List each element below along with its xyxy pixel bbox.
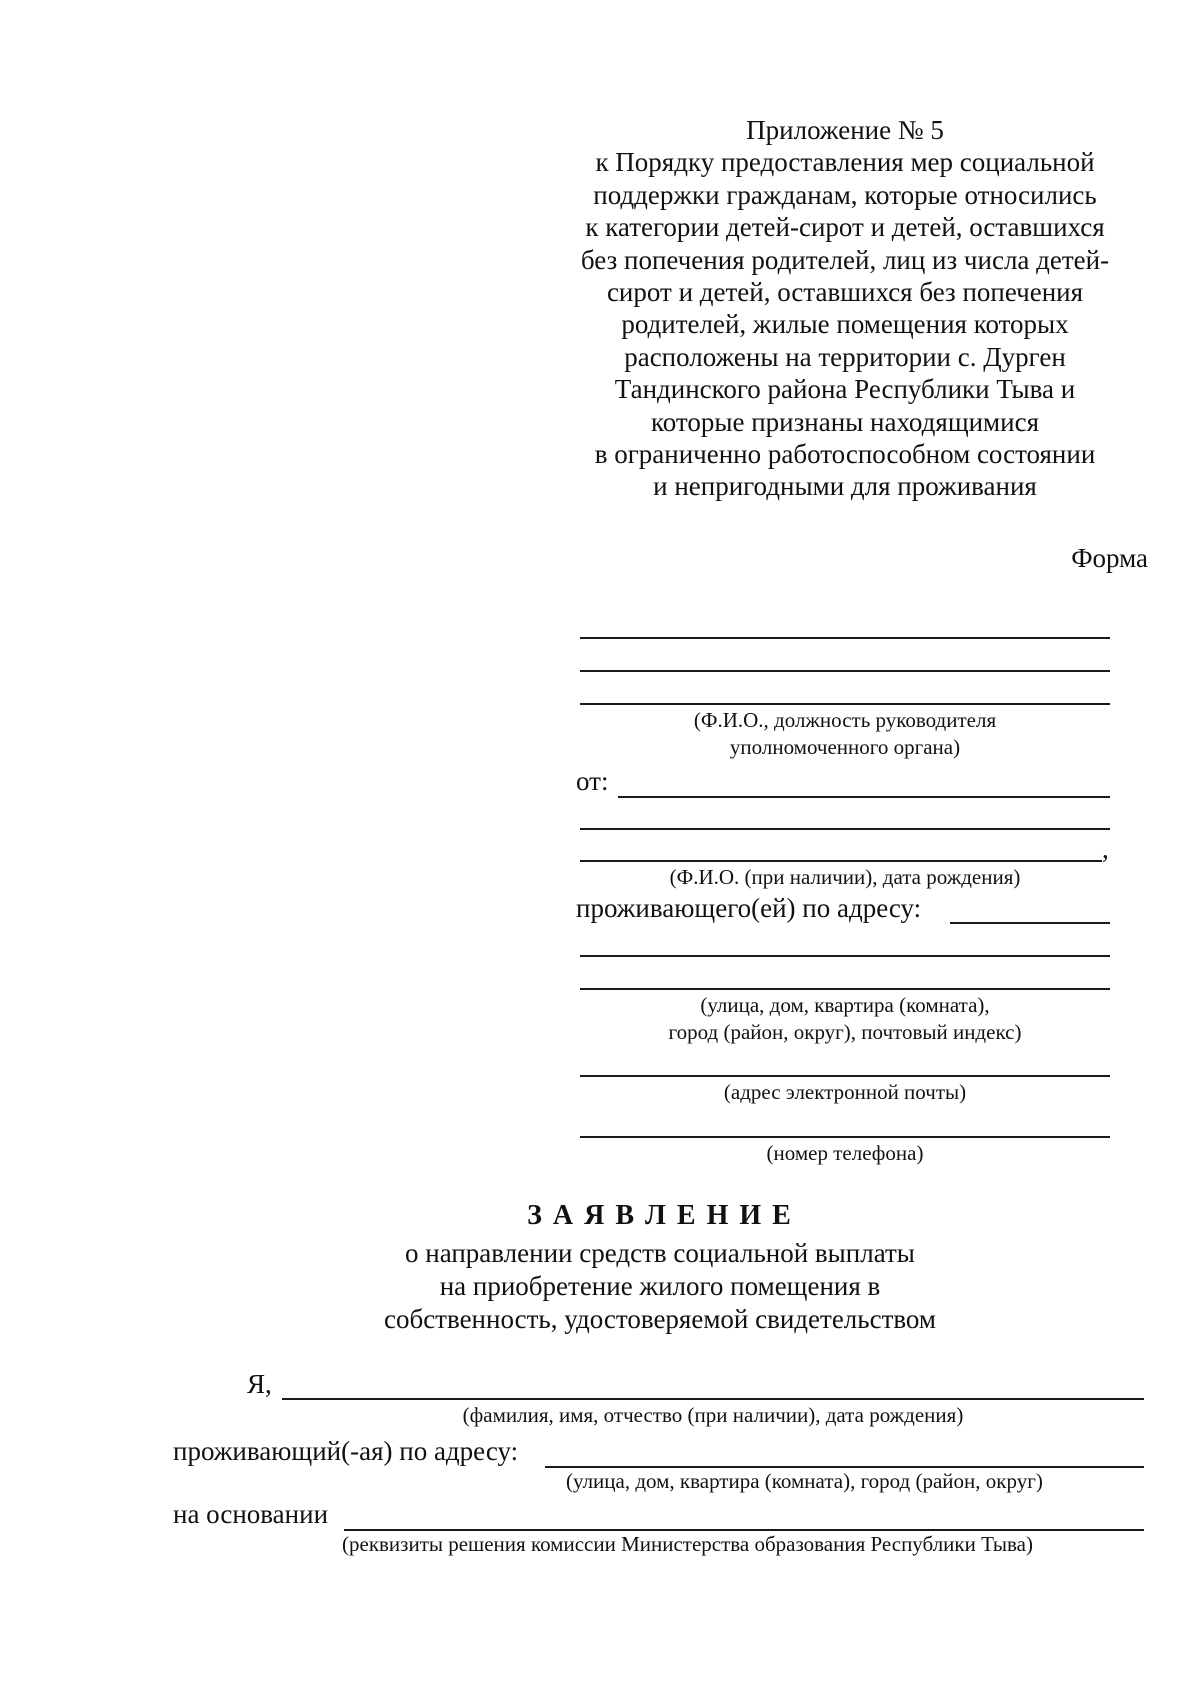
appendix-line: к Порядку предоставления мер социальной [595, 147, 1095, 178]
head-fill-line[interactable] [580, 637, 1110, 639]
statement-subtitle: собственность, удостоверяемой свидетельством [383, 1304, 937, 1334]
phone-caption: (номер телефона) [766, 1141, 924, 1165]
appendix-line: сирот и детей, оставшихся без попечения [606, 277, 1084, 308]
appendix-line: расположены на территории с. Дурген [624, 341, 1066, 372]
appendix-line: поддержки гражданам, которые относились [593, 179, 1097, 210]
body-address-caption: (улица, дом, квартира (комната), город (район, округ) [566, 1469, 1043, 1493]
address-fill-line[interactable] [580, 955, 1110, 957]
appendix-line: к категории детей-сирот и детей, оставшихся [585, 212, 1105, 243]
appendix-line: в ограниченно работоспособном состоянии [594, 439, 1096, 470]
name-fill-line[interactable] [282, 1398, 1144, 1400]
appendix-line: родителей, жилые помещения которых [621, 309, 1069, 340]
address-fill-line[interactable] [950, 922, 1110, 924]
residing-label: проживающего(ей) по адресу: [576, 893, 922, 923]
head-caption: уполномоченного органа) [729, 735, 961, 759]
address-fill-line[interactable] [580, 988, 1110, 990]
appendix-line: и непригодными для проживания [653, 471, 1037, 502]
name-caption: (фамилия, имя, отчество (при наличии), дата рождения) [462, 1403, 964, 1427]
appendix-line: которые признаны находящимися [650, 406, 1039, 437]
applicant-caption: (Ф.И.О. (при наличии), дата рождения) [669, 865, 1021, 889]
statement-subtitle: о направлении средств социальной выплаты [405, 1238, 915, 1268]
address-caption: (улица, дом, квартира (комната), [700, 993, 990, 1017]
comma: , [1102, 834, 1109, 864]
statement-title: З А Я В Л Е Н И Е [527, 1200, 793, 1231]
applicant-fill-line[interactable] [580, 860, 1102, 862]
phone-fill-line[interactable] [580, 1136, 1110, 1138]
email-caption: (адрес электронной почты) [723, 1080, 967, 1104]
body-address-fill-line[interactable] [545, 1466, 1144, 1468]
email-fill-line[interactable] [580, 1075, 1110, 1077]
body-residing-label: проживающий(-ая) по адресу: [173, 1436, 519, 1466]
appendix-header [560, 114, 1130, 503]
head-fill-line[interactable] [580, 703, 1110, 705]
basis-label: на основании [173, 1499, 329, 1529]
statement-subtitle: на приобретение жилого помещения в [439, 1271, 881, 1301]
appendix-line: Тандинского района Республики Тыва и [614, 374, 1076, 405]
address-caption: город (район, округ), почтовый индекс) [668, 1020, 1022, 1044]
applicant-fill-line[interactable] [618, 796, 1110, 798]
basis-caption: (реквизиты решения комиссии Министерства образования Республики Тыва) [342, 1532, 1033, 1556]
appendix-line: без попечения родителей, лиц из числа детей- [580, 244, 1110, 275]
appendix-title: Приложение № 5 [746, 115, 944, 145]
applicant-fill-line[interactable] [580, 828, 1110, 830]
i-label: Я, [247, 1369, 272, 1399]
from-label: от: [576, 766, 609, 796]
head-caption: (Ф.И.О., должность руководителя [693, 708, 997, 732]
form-label: Форма [1071, 543, 1148, 573]
head-fill-line[interactable] [580, 670, 1110, 672]
basis-fill-line[interactable] [344, 1529, 1144, 1531]
